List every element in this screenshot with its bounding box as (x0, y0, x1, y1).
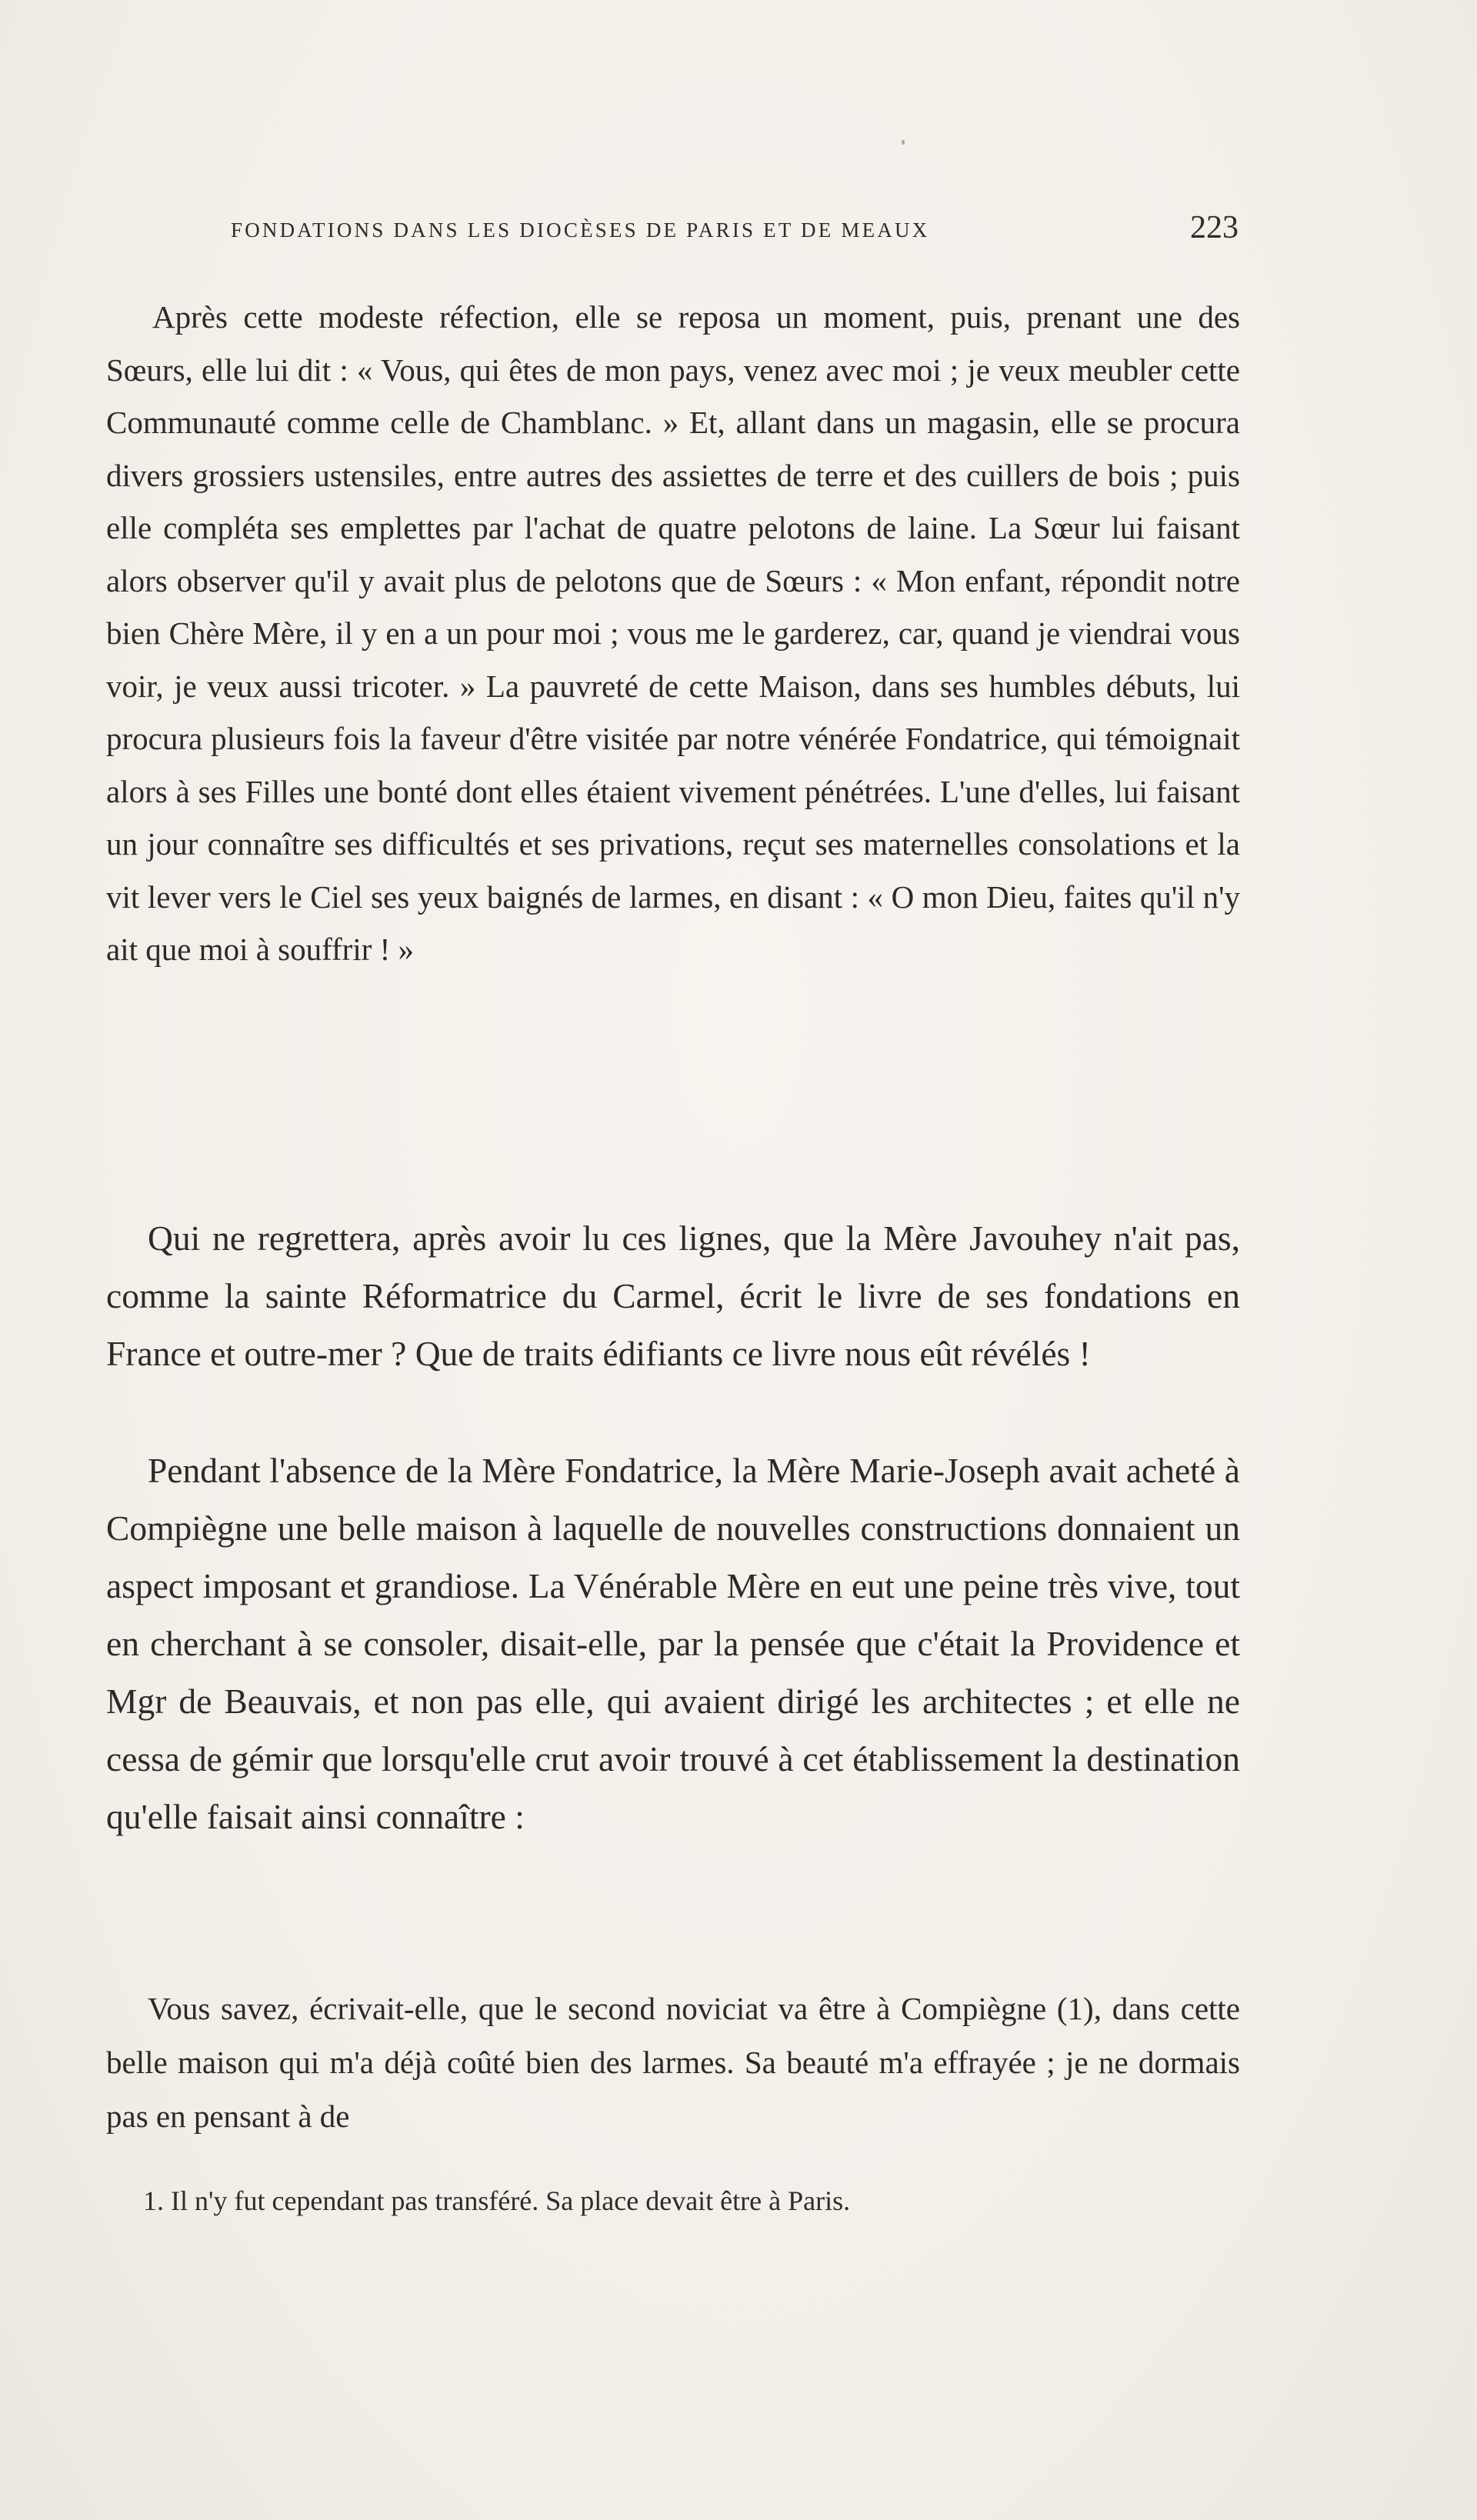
footnote: 1. Il n'y fut cependant pas transféré. Sa place devait être à Paris. (143, 2185, 851, 2216)
page-number: 223 (1190, 210, 1239, 245)
paragraph-1-block (106, 291, 1240, 976)
quoted-letter-block (106, 1982, 1240, 2143)
running-head: FONDATIONS DANS LES DIOCÈSES DE PARIS ET DE MEAUX (231, 218, 930, 242)
paragraph-2-block (106, 1209, 1240, 1382)
paper-speck (902, 140, 905, 145)
paragraph-1: Après cette modeste réfection, elle se reposa un moment, puis, prenant une des Sœurs, elle lui dit : « Vous, qui êtes de mon pays, venez avec moi ; je veux meubler cette Communauté comme celle de Chamblanc. » Et, allant dans un magasin, elle se procura divers grossiers ustensiles, entre autres des assiettes de terre et des cuillers de bois ; puis elle compléta ses emplettes par l'achat de quatre pelotons de laine. La Sœur lui faisant alors observer qu'il y avait plus de pelotons que de Sœurs : « Mon enfant, répondit notre bien Chère Mère, il y en a un pour moi ; vous me le garderez, car, quand je viendrai vous voir, je veux aussi tricoter. » La pauvreté de cette Maison, dans ses humbles débuts, lui procura plusieurs fois la faveur d'être visitée par notre vénérée Fondatrice, qui témoignait alors à ses Filles une bonté dont elles étaient vivement pénétrées. L'une d'elles, lui faisant un jour connaître ses difficultés et ses privations, reçut ses maternelles consolations et la vit lever vers le Ciel ses yeux baignés de larmes, en disant : « O mon Dieu, faites qu'il n'y ait que moi à souffrir ! » (106, 299, 1240, 967)
quoted-letter: Vous savez, écrivait-elle, que le second noviciat va être à Compiègne (1), dans cette belle maison qui m'a déjà coûté bien des larmes. Sa beauté m'a effrayée ; je ne dormais pas en pensant à de (106, 1991, 1240, 2134)
paragraph-3-block (106, 1442, 1240, 1845)
paragraph-2: Qui ne regrettera, après avoir lu ces lignes, que la Mère Javouhey n'ait pas, comme la sainte Réformatrice du Carmel, écrit le livre de ses fondations en France et outre-mer ? Que de traits édifiants ce livre nous eût révélés ! (106, 1218, 1240, 1373)
page-header (231, 209, 1239, 255)
paragraph-3: Pendant l'absence de la Mère Fondatrice, la Mère Marie-Joseph avait acheté à Compiègne une belle maison à laquelle de nouvelles constructions donnaient un aspect imposant et grandiose. La Vénérable Mère en eut une peine très vive, tout en cherchant à se consoler, disait-elle, par la pensée que c'était la Providence et Mgr de Beauvais, et non pas elle, qui avaient dirigé les architectes ; et elle ne cessa de gémir que lorsqu'elle crut avoir trouvé à cet établissement la destination qu'elle faisait ainsi connaître : (106, 1451, 1240, 1836)
